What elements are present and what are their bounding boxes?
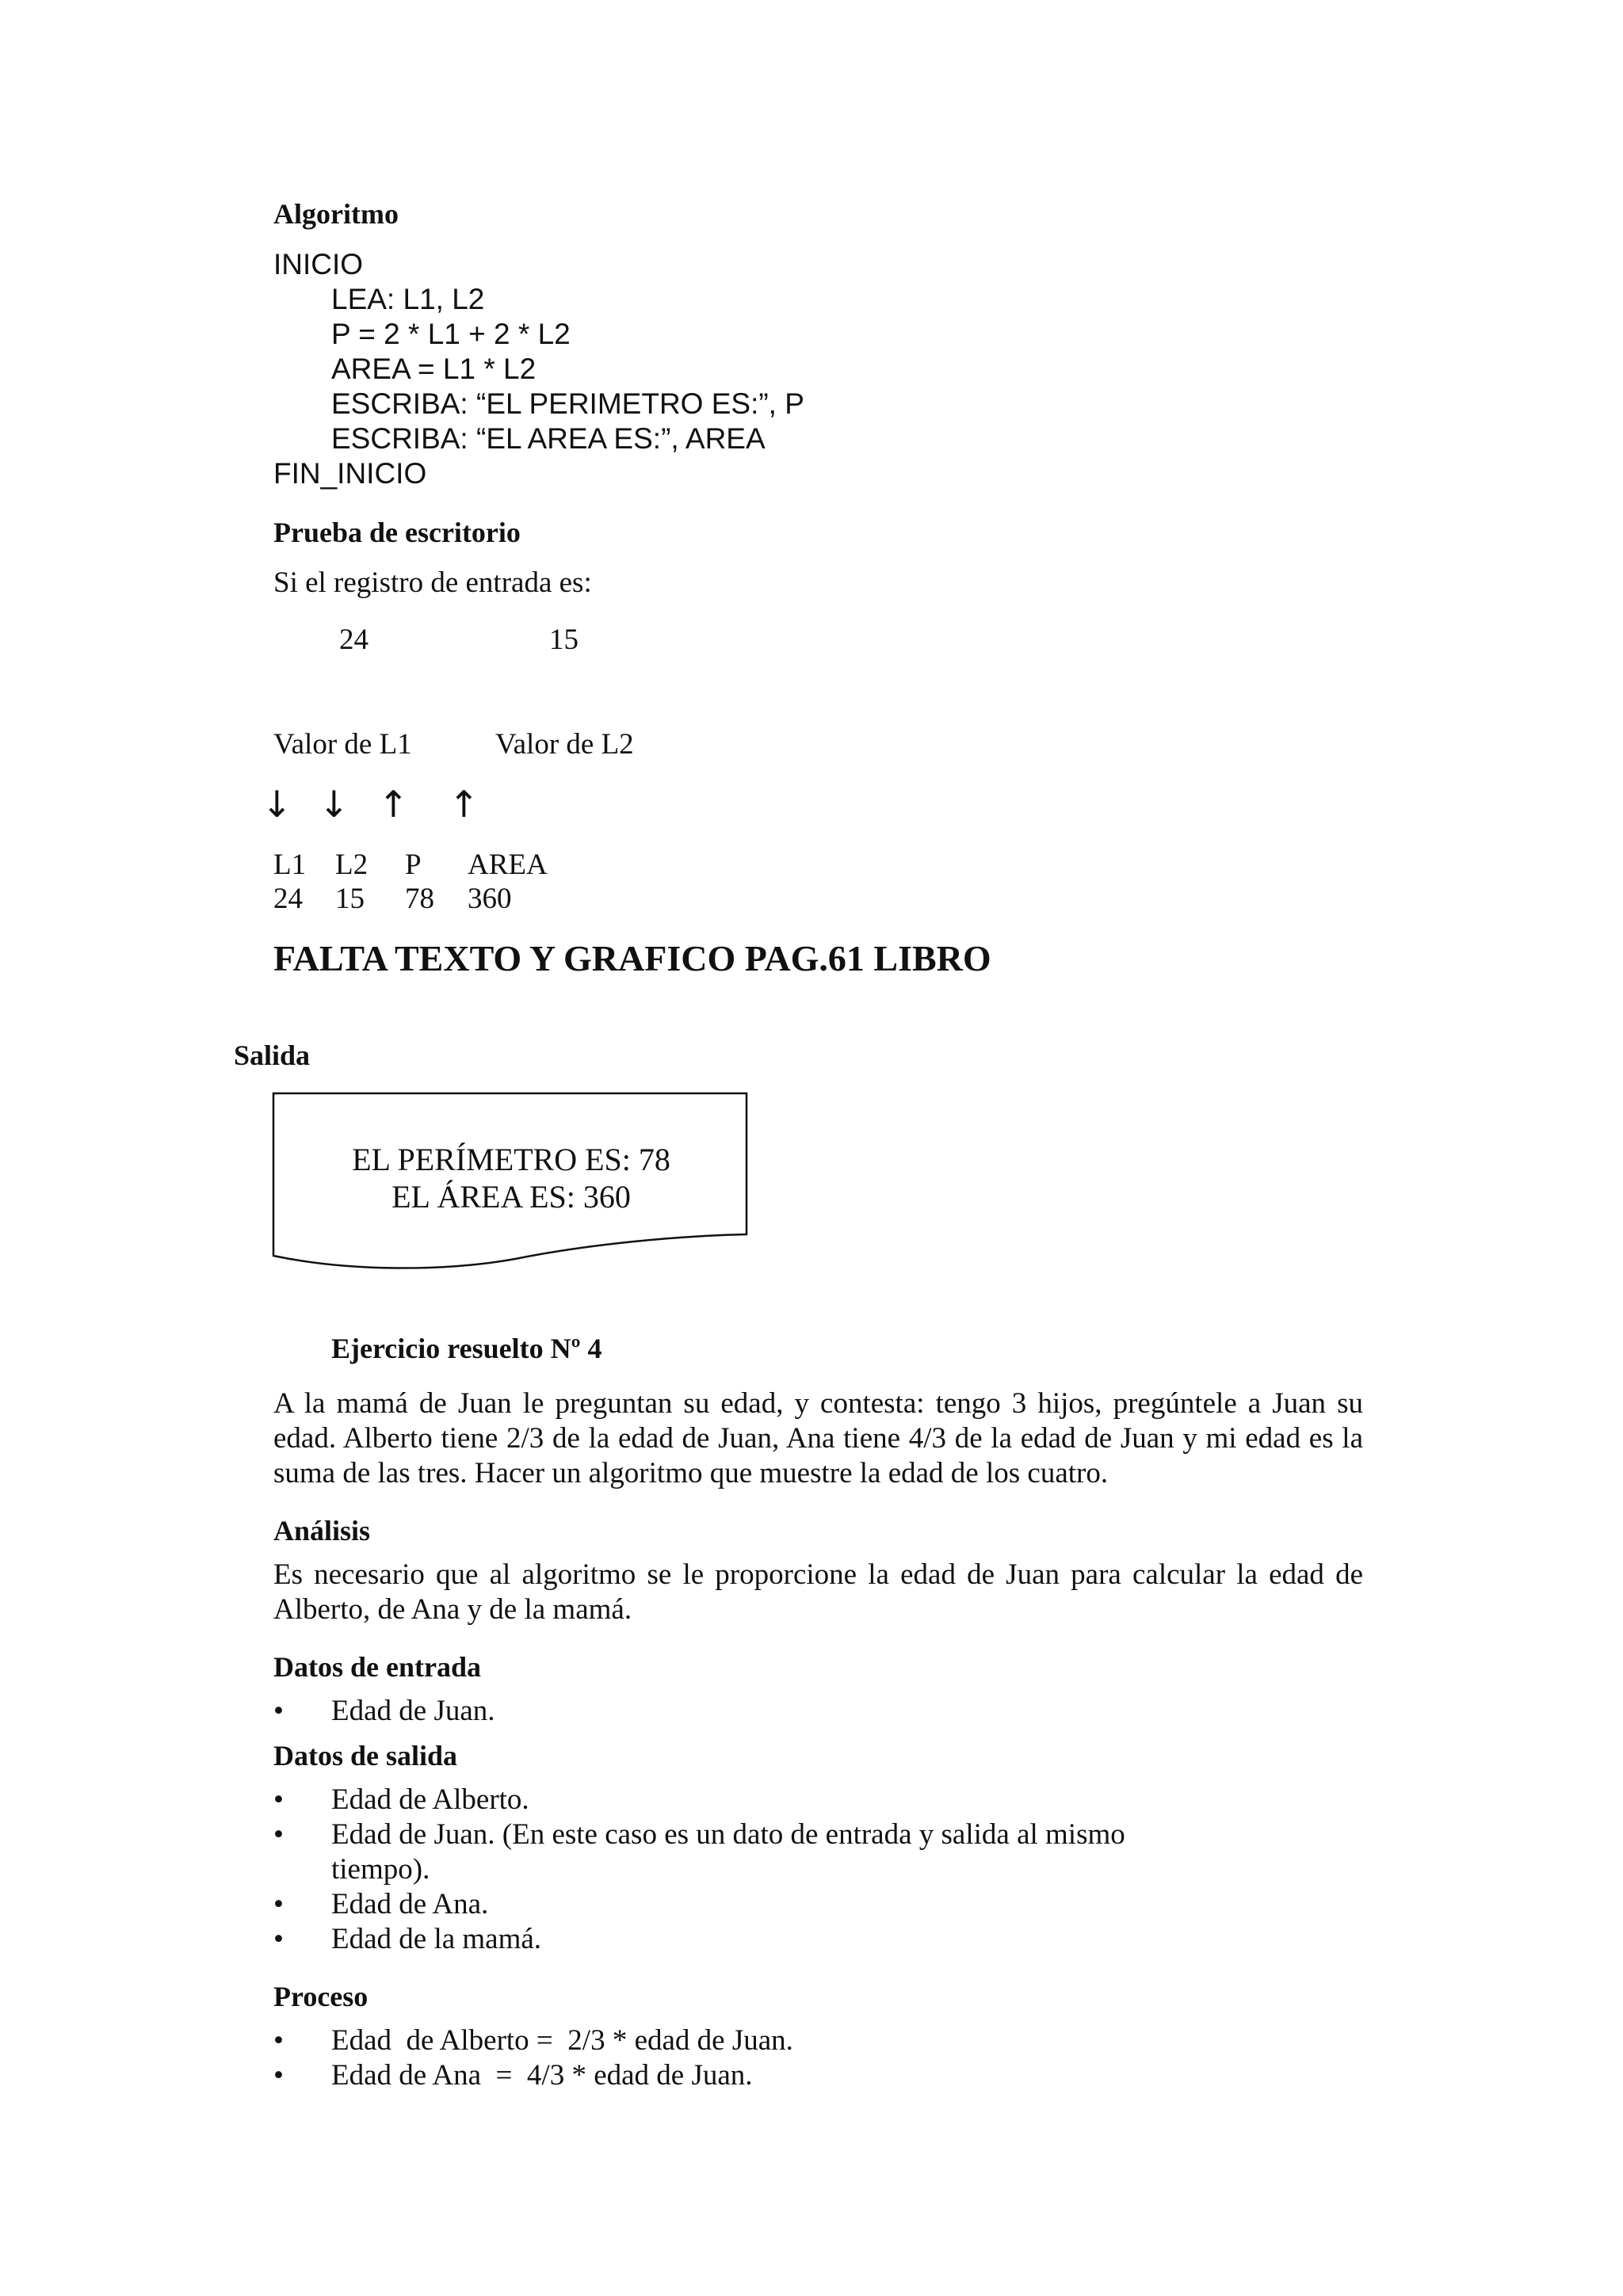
table-header-area: AREA bbox=[468, 849, 548, 881]
prueba-intro: Si el registro de entrada es: bbox=[273, 566, 592, 599]
salida-heading: Salida bbox=[234, 1039, 311, 1071]
salida-datos-heading: Datos de salida bbox=[273, 1740, 458, 1772]
analisis-text: Es necesario que al algoritmo se le proporcione la edad de Juan para calcular la edad de Alberto, de Ana y de la mamá. bbox=[273, 1558, 1363, 1626]
table-value-area: 360 bbox=[468, 883, 512, 915]
analisis-heading: Análisis bbox=[273, 1515, 371, 1547]
code-line-lea: LEA: L1, L2 bbox=[331, 283, 485, 315]
algoritmo-heading: Algoritmo bbox=[273, 198, 399, 230]
table-header-l1: L1 bbox=[273, 849, 307, 881]
list-item-text: Edad de Ana = 4/3 * edad de Juan. bbox=[331, 2059, 753, 2092]
code-line-fin: FIN_INICIO bbox=[273, 457, 427, 490]
entrada-heading: Datos de entrada bbox=[273, 1651, 481, 1683]
missing-content-note: FALTA TEXTO Y GRAFICO PAG.61 LIBRO bbox=[273, 938, 991, 978]
code-line-escriba-perimetro: ESCRIBA: “EL PERIMETRO ES:”, P bbox=[331, 387, 804, 420]
output-line-area: EL ÁREA ES: 360 bbox=[391, 1179, 631, 1215]
table-header-p: P bbox=[405, 849, 422, 881]
proceso-heading: Proceso bbox=[273, 1981, 369, 2012]
bullet-icon: • bbox=[273, 1818, 284, 1851]
ejercicio-title: Ejercicio resuelto Nº 4 bbox=[331, 1333, 602, 1364]
label-valor-l2: Valor de L2 bbox=[495, 728, 634, 761]
ejercicio-statement: A la mamá de Juan le preguntan su edad, y contesta: tengo 3 hijos, pregúntele a Juan su edad. Alberto tiene 2/3 de la edad de Juan, Ana tiene 4/3 de la edad de Juan y mi edad es la suma de las tres. Hacer un algoritmo que muestre la edad de los cuatro. bbox=[273, 1387, 1363, 1489]
bullet-icon: • bbox=[273, 1783, 284, 1816]
bullet-icon: • bbox=[273, 1695, 284, 1727]
arrow-up-icon: ↑ bbox=[378, 783, 409, 826]
bullet-icon: • bbox=[273, 2059, 284, 2092]
table-header-l2: L2 bbox=[335, 849, 369, 881]
bullet-icon: • bbox=[273, 2024, 284, 2057]
arrow-down-icon: ↓ bbox=[319, 783, 349, 826]
list-item-text: Edad de Ana. bbox=[331, 1888, 489, 1920]
prueba-heading: Prueba de escritorio bbox=[273, 517, 521, 548]
list-item-text: Edad de Alberto. bbox=[331, 1783, 529, 1816]
list-item-text: Edad de Juan. (En este caso es un dato de entrada y salida al mismo bbox=[331, 1818, 1125, 1851]
code-line-perimetro: P = 2 * L1 + 2 * L2 bbox=[331, 318, 571, 350]
table-value-l2: 15 bbox=[335, 883, 365, 915]
label-valor-l1: Valor de L1 bbox=[273, 728, 412, 761]
input-value-l2: 15 bbox=[549, 624, 579, 656]
list-item-text: tiempo). bbox=[331, 1853, 430, 1886]
list-item-text: Edad de Juan. bbox=[331, 1695, 495, 1727]
input-value-l1: 24 bbox=[339, 624, 369, 656]
code-line-inicio: INICIO bbox=[273, 248, 364, 280]
list-item-text: Edad de Alberto = 2/3 * edad de Juan. bbox=[331, 2024, 793, 2057]
bullet-icon: • bbox=[273, 1923, 284, 1955]
arrow-up-icon: ↑ bbox=[449, 783, 479, 826]
arrow-down-icon: ↓ bbox=[262, 783, 292, 826]
table-value-p: 78 bbox=[405, 883, 434, 915]
bullet-icon: • bbox=[273, 1888, 284, 1920]
code-line-escriba-area: ESCRIBA: “EL AREA ES:”, AREA bbox=[331, 422, 766, 455]
output-line-perimetro: EL PERÍMETRO ES: 78 bbox=[352, 1142, 670, 1177]
code-line-area: AREA = L1 * L2 bbox=[331, 353, 537, 385]
list-item-text: Edad de la mamá. bbox=[331, 1923, 542, 1955]
table-value-l1: 24 bbox=[273, 883, 303, 915]
